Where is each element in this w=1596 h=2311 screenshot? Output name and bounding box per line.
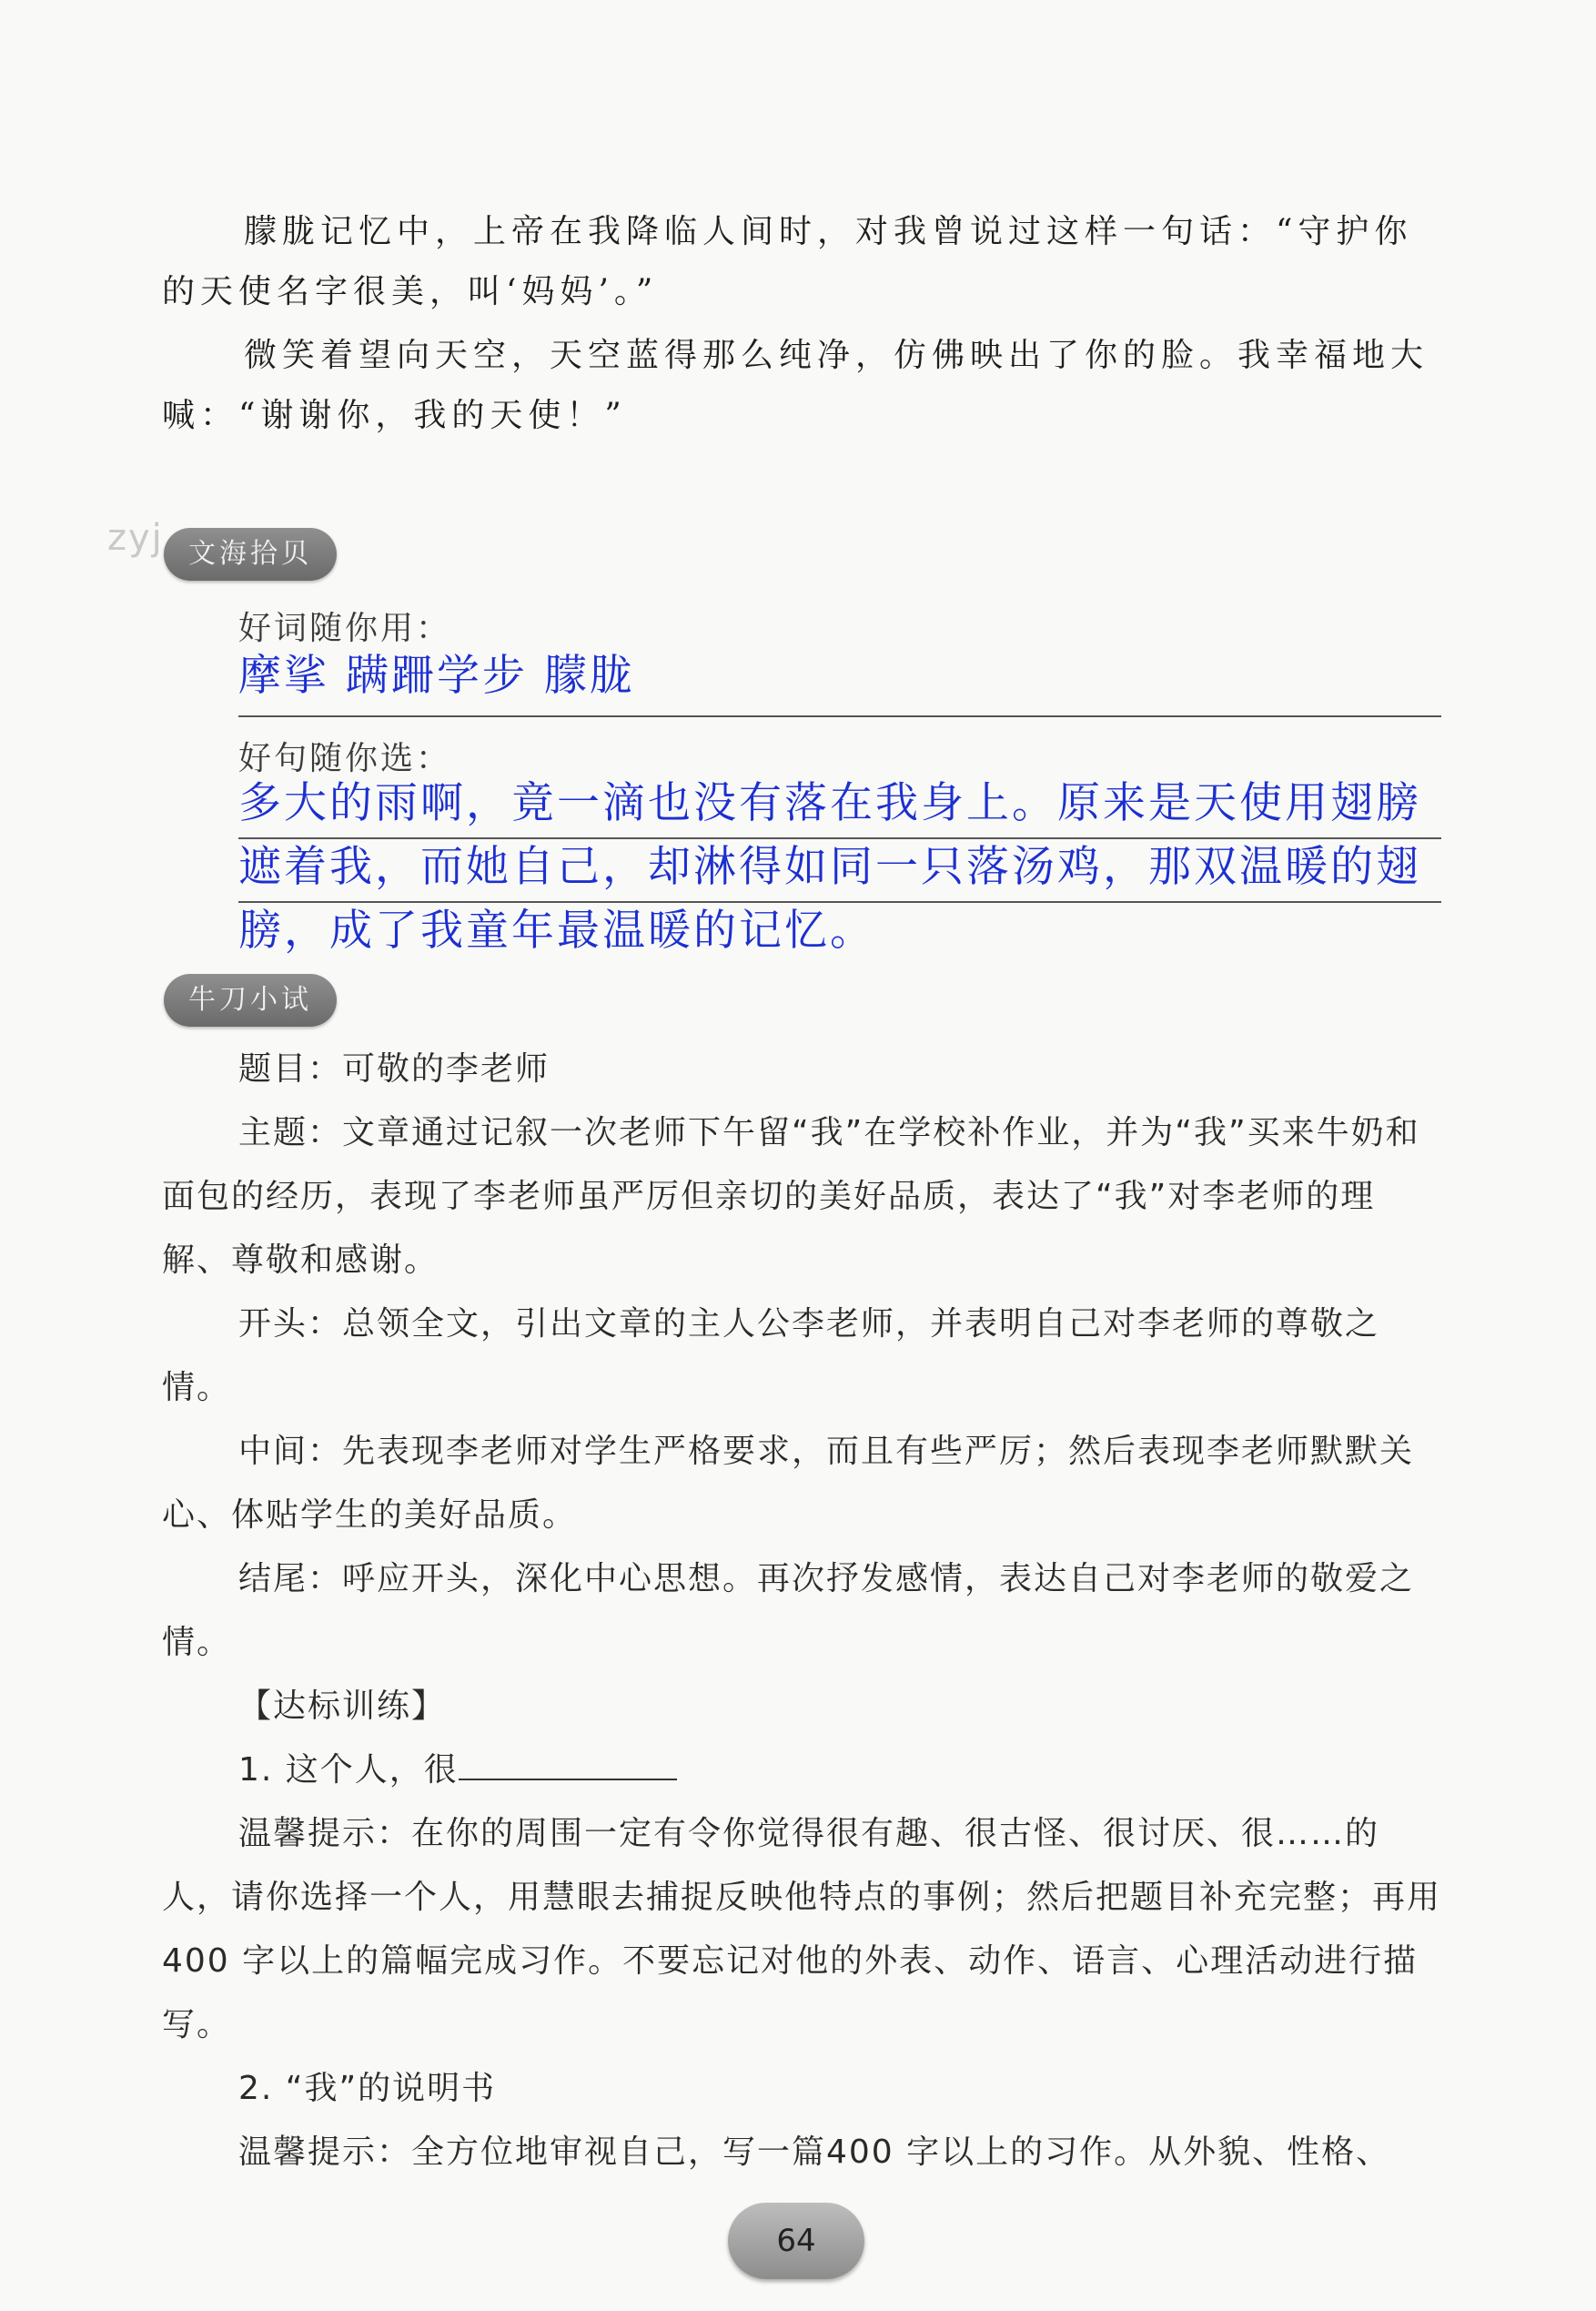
essay-opening: 开头：总领全文，引出文章的主人公李老师，并表明自己对李老师的尊敬之情。 bbox=[162, 1305, 1380, 1406]
task-2: 2. “我”的说明书 bbox=[238, 2070, 497, 2107]
good-words-answer: 摩挲 蹒跚学步 朦胧 bbox=[238, 651, 635, 701]
training-heading: 【达标训练】 bbox=[238, 1688, 447, 1725]
task-1 bbox=[162, 1738, 1441, 1802]
section-badge-niudao: 牛刀小试 bbox=[164, 974, 337, 1027]
story-paragraph-2: 微笑着望向天空，天空蓝得那么纯净，仿佛映出了你的脸。我幸福地大喊：“谢谢你，我的天使！” bbox=[162, 337, 1429, 434]
essay-ending: 结尾：呼应开头，深化中心思想。再次抒发感情，表达自己对李老师的敬爱之情。 bbox=[162, 1560, 1415, 1661]
good-sentences-answer: 多大的雨啊，竟一滴也没有落在我身上。原来是天使用翅膀遮着我，而她自己，却淋得如同一只落汤鸡，那双温暖的翅膀，成了我童年最温暖的记忆。 bbox=[238, 778, 1421, 956]
essay-middle: 中间：先表现李老师对学生严格要求，而且有些严厉；然后表现李老师默默关心、体贴学生的美好品质。 bbox=[162, 1433, 1415, 1534]
answer-line bbox=[238, 837, 1441, 839]
answer-line bbox=[238, 901, 1441, 903]
good-words-label: 好词随你用： bbox=[238, 610, 452, 647]
task-1-text: 1. 这个人，很 bbox=[238, 1751, 459, 1789]
watermark: zyj bbox=[107, 517, 164, 559]
section-badge-wenhai: 文海拾贝 bbox=[164, 528, 337, 581]
blank-line bbox=[459, 1751, 677, 1780]
essay-title: 题目：可敬的李老师 bbox=[238, 1050, 551, 1088]
tip-1: 温馨提示：在你的周围一定有令你觉得很有趣、很古怪、很讨厌、很……的人，请你选择一个人，用慧眼去捕捉反映他特点的事例；然后把题目补充完整；再用400 字以上的篇幅完成习作。不要忘记对他的外表、动作、语言、心理活动进行描写。 bbox=[162, 1815, 1442, 2043]
essay-theme: 主题：文章通过记叙一次老师下午留“我”在学校补作业，并为“我”买来牛奶和面包的经历，表现了李老师虽严厉但亲切的美好品质，表达了“我”对李老师的理解、尊敬和感谢。 bbox=[162, 1114, 1420, 1279]
good-sentences-label: 好句随你选： bbox=[238, 740, 452, 777]
answer-line bbox=[238, 715, 1441, 717]
page-number: 64 bbox=[728, 2203, 864, 2279]
story-paragraph-1: 朦胧记忆中，上帝在我降临人间时，对我曾说过这样一句话：“守护你的天使名字很美，叫‘妈妈’。” bbox=[162, 213, 1413, 310]
tip-2: 温馨提示：全方位地审视自己，写一篇400 字以上的习作。从外貌、性格、 bbox=[238, 2134, 1391, 2171]
